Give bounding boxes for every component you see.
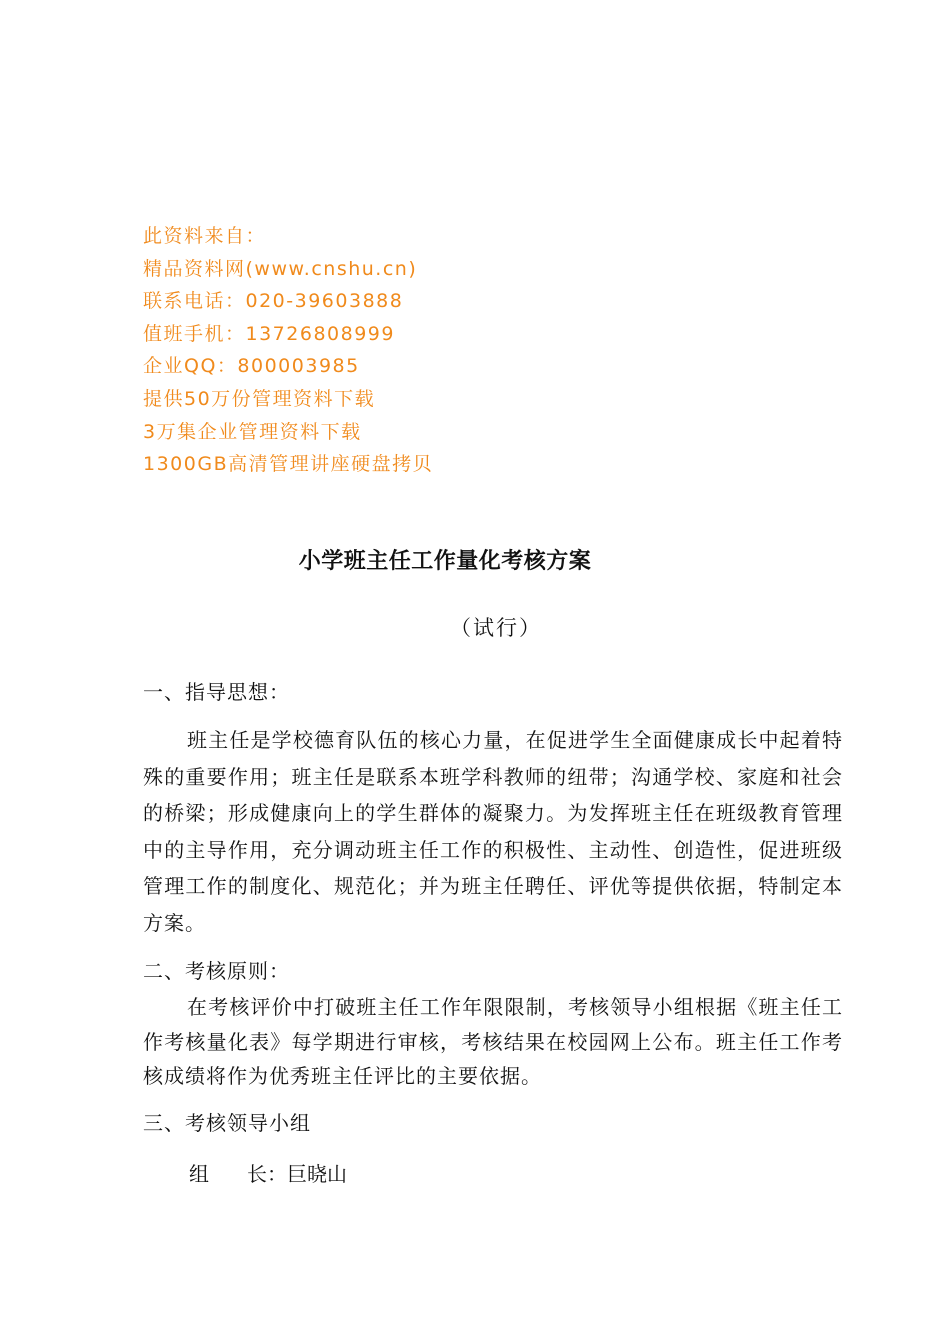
leader-name: 巨晓山: [287, 1162, 347, 1186]
promo-line-offer-2: 3万集企业管理资料下载: [143, 420, 362, 443]
section-heading-1: 一、指导思想：: [143, 680, 290, 704]
promo-block: [143, 220, 433, 481]
leader-row: [189, 1157, 347, 1191]
promo-line-offer-3: 1300GB高清管理讲座硬盘拷贝: [143, 453, 434, 476]
promo-line-source: 此资料来自：: [143, 225, 267, 247]
promo-line-phone: 联系电话：020-39603888: [143, 290, 404, 313]
section-body-2: [143, 990, 843, 1094]
section-body-1: [143, 722, 843, 941]
promo-line-mobile: 值班手机：13726808999: [143, 322, 395, 345]
section-heading-3: 三、考核领导小组: [143, 1111, 311, 1135]
leader-role-char1: 组: [189, 1162, 209, 1186]
section-paragraph-1: 班主任是学校德育队伍的核心力量，在促进学生全面健康成长中起着特殊的重要作用；班主任是联系本班学科教师的纽带；沟通学校、家庭和社会的桥梁；形成健康向上的学生群体的凝聚力。为发挥班主任在班级教育管理中的主导作用，充分调动班主任工作的积极性、主动性、创造性，促进班级管理工作的制度化、规范化；并为班主任聘任、评优等提供依据，特制定本方案。: [143, 728, 843, 935]
section-heading-2: 二、考核原则：: [143, 959, 290, 983]
promo-line-qq: 企业QQ：800003985: [143, 355, 360, 378]
section-paragraph-2: 在考核评价中打破班主任工作年限限制，考核领导小组根据《班主任工作考核量化表》每学期进行审核，考核结果在校园网上公布。班主任工作考核成绩将作为优秀班主任评比的主要依据。: [143, 995, 843, 1088]
document-subtitle: （试行）: [450, 616, 542, 640]
promo-line-website: 精品资料网(www.cnshu.cn): [143, 257, 418, 280]
promo-line-offer-1: 提供50万份管理资料下载: [143, 387, 376, 410]
document-title: 小学班主任工作量化考核方案: [298, 549, 592, 574]
leader-role-char2: 长：: [247, 1162, 287, 1186]
